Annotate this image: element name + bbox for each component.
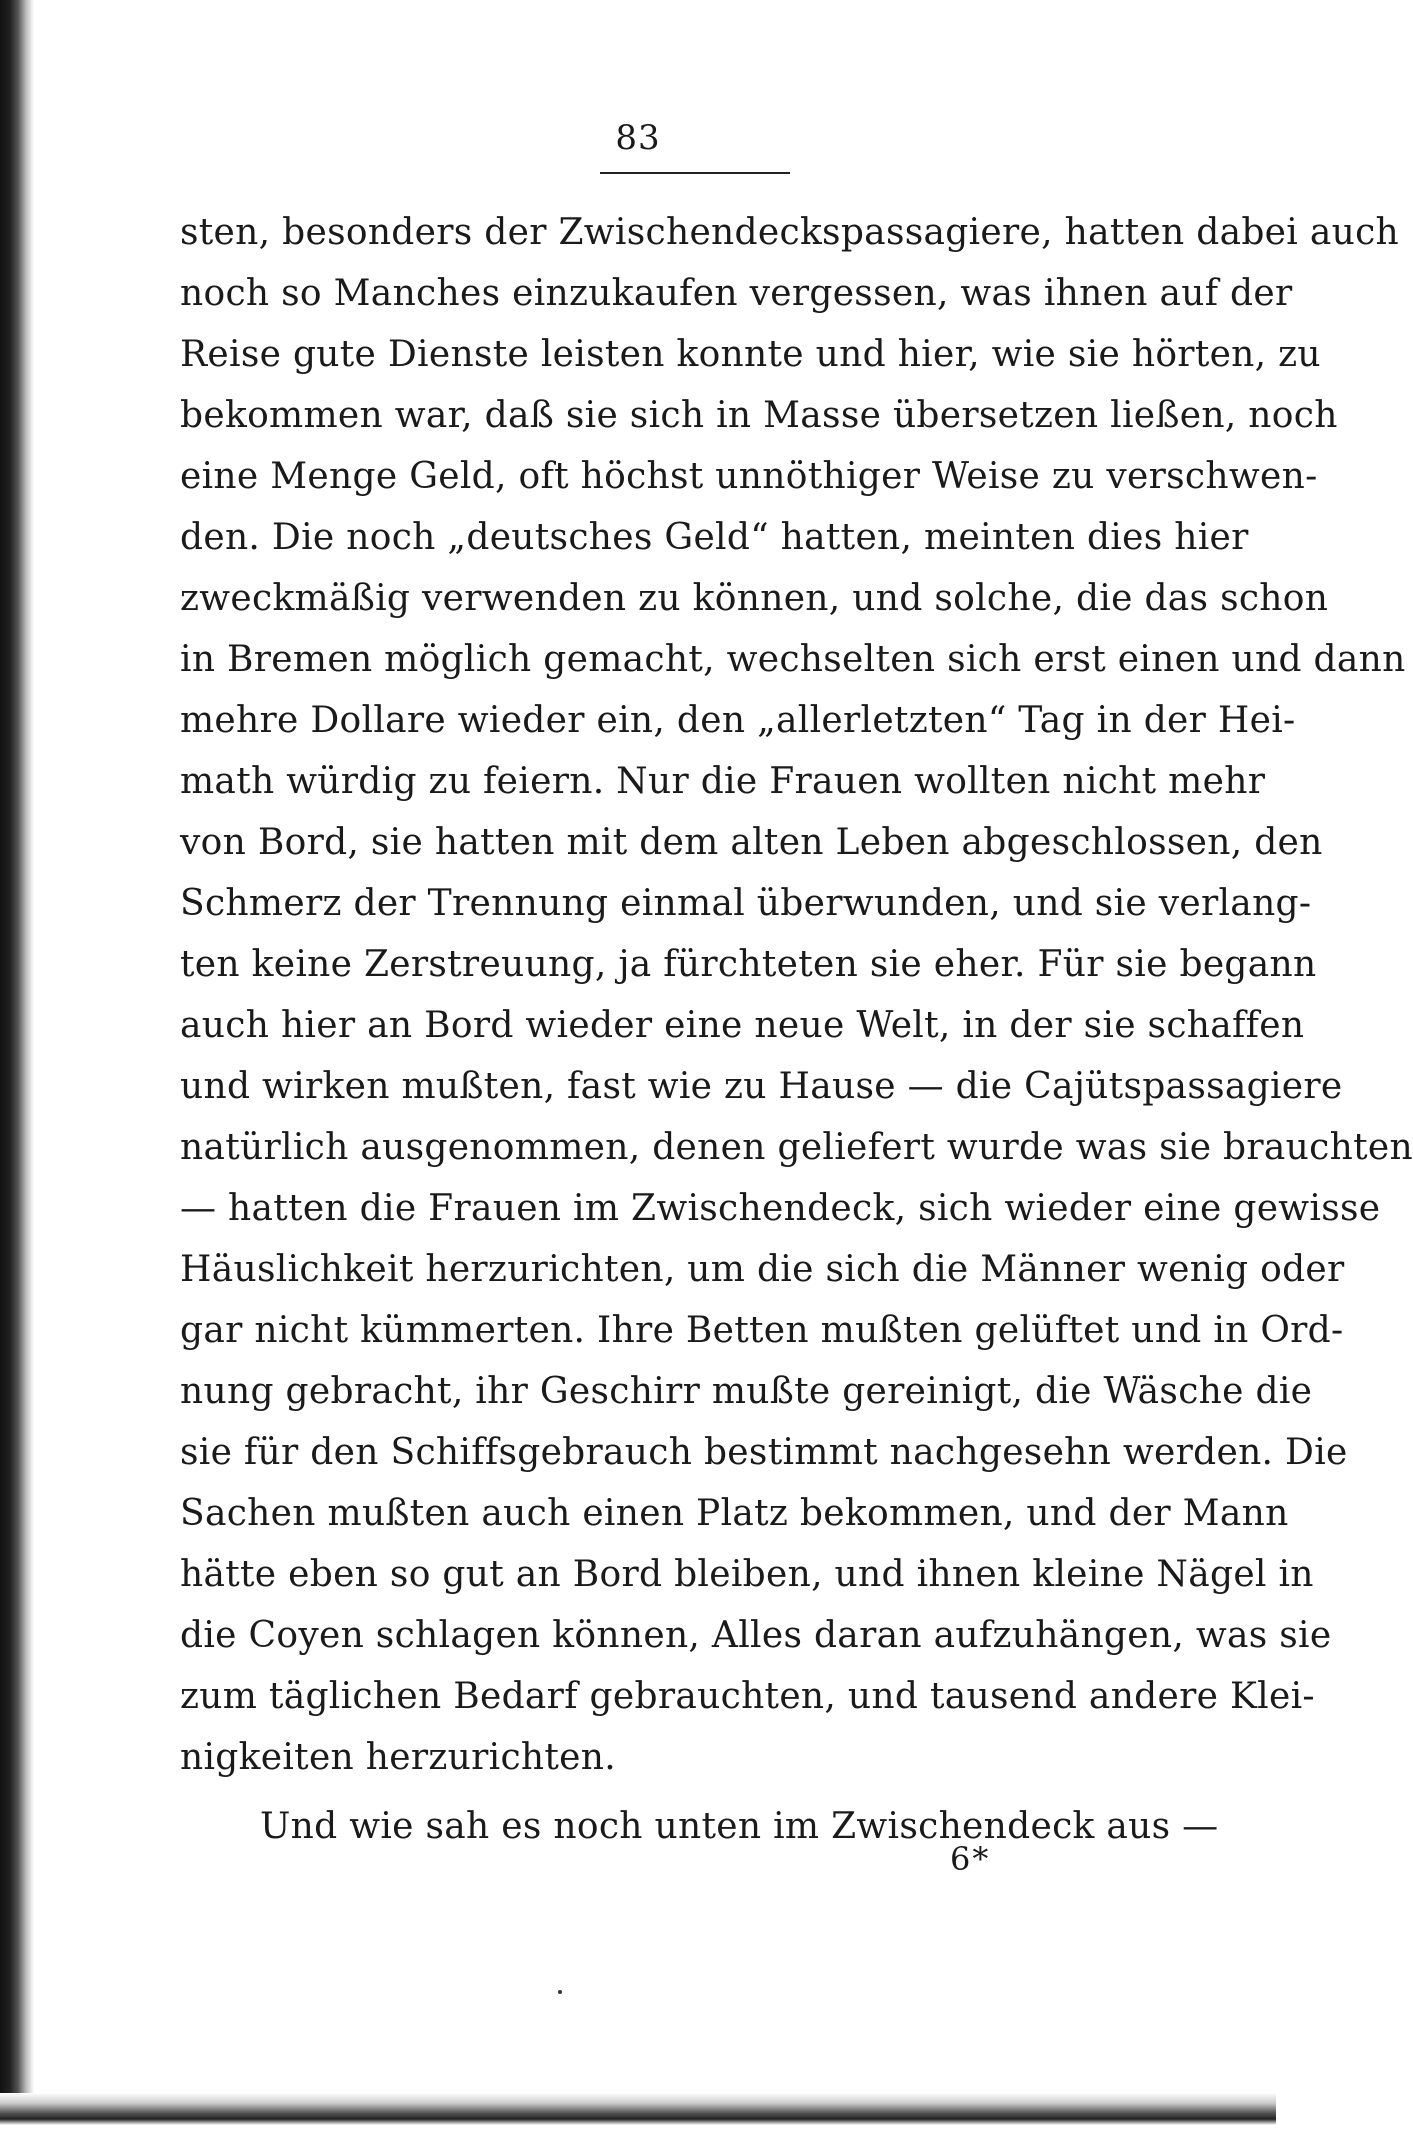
text-line: und wirken mußten, fast wie zu Hause — die Cajütspassagiere <box>180 1066 1343 1107</box>
text-line: Reise gute Dienste leisten konnte und hier, wie sie hörten, zu <box>180 334 1321 375</box>
text-line: sten, besonders der Zwischendeckspassagiere, hatten dabei auch <box>180 212 1400 253</box>
text-line: die Coyen schlagen können, Alles daran aufzuhängen, was sie <box>180 1615 1332 1656</box>
text-line: von Bord, sie hatten mit dem alten Leben abgeschlossen, den <box>180 822 1323 863</box>
page-edge-left <box>0 0 34 2133</box>
text-line: zum täglichen Bedarf gebrauchten, und tausend andere Klei- <box>180 1676 1315 1717</box>
text-line: zweckmäßig verwenden zu können, und solche, die das schon <box>180 578 1329 619</box>
text-line: Häuslichkeit herzurichten, um die sich die Männer wenig oder <box>180 1249 1345 1290</box>
page-number: 83 <box>615 118 661 158</box>
text-line: hätte eben so gut an Bord bleiben, und ihnen kleine Nägel in <box>180 1554 1314 1595</box>
text-line: ten keine Zerstreuung, ja fürchteten sie eher. Für sie begann <box>180 944 1317 985</box>
text-line: bekommen war, daß sie sich in Masse übersetzen ließen, noch <box>180 395 1338 436</box>
text-line: nigkeiten herzurichten. <box>180 1737 616 1778</box>
text-line: mehre Dollare wieder ein, den „allerletzten“ Tag in der Hei- <box>180 700 1296 741</box>
speck <box>558 1990 562 1994</box>
text-line: eine Menge Geld, oft höchst unnöthiger Weise zu verschwen- <box>180 456 1318 497</box>
text-line: natürlich ausgenommen, denen geliefert wurde was sie brauchten <box>180 1127 1413 1168</box>
text-line: gar nicht kümmerten. Ihre Betten mußten gelüftet und in Ord- <box>180 1310 1344 1351</box>
text-line: — hatten die Frauen im Zwischendeck, sich wieder eine gewisse <box>180 1188 1381 1229</box>
text-line: in Bremen möglich gemacht, wechselten sich erst einen und dann <box>180 639 1406 680</box>
text-line: den. Die noch „deutsches Geld“ hatten, meinten dies hier <box>180 517 1249 558</box>
text-line: sie für den Schiffsgebrauch bestimmt nachgesehn werden. Die <box>180 1432 1348 1473</box>
signature-mark: 6* <box>950 1840 991 1878</box>
text-line: math würdig zu feiern. Nur die Frauen wollten nicht mehr <box>180 761 1266 802</box>
text-line: Schmerz der Trennung einmal überwunden, und sie verlang- <box>180 883 1312 924</box>
text-line: Sachen mußten auch einen Platz bekommen, und der Mann <box>180 1493 1289 1534</box>
header-rule <box>600 172 790 174</box>
body-text <box>180 202 1413 1857</box>
page-edge-bottom <box>0 2093 1276 2133</box>
text-line: nung gebracht, ihr Geschirr mußte gereinigt, die Wäsche die <box>180 1371 1313 1412</box>
paragraph-start-line: Und wie sah es noch unten im Zwischendeck aus — <box>260 1806 1219 1847</box>
text-line: noch so Manches einzukaufen vergessen, was ihnen auf der <box>180 273 1293 314</box>
text-line: auch hier an Bord wieder eine neue Welt, in der sie schaffen <box>180 1005 1305 1046</box>
